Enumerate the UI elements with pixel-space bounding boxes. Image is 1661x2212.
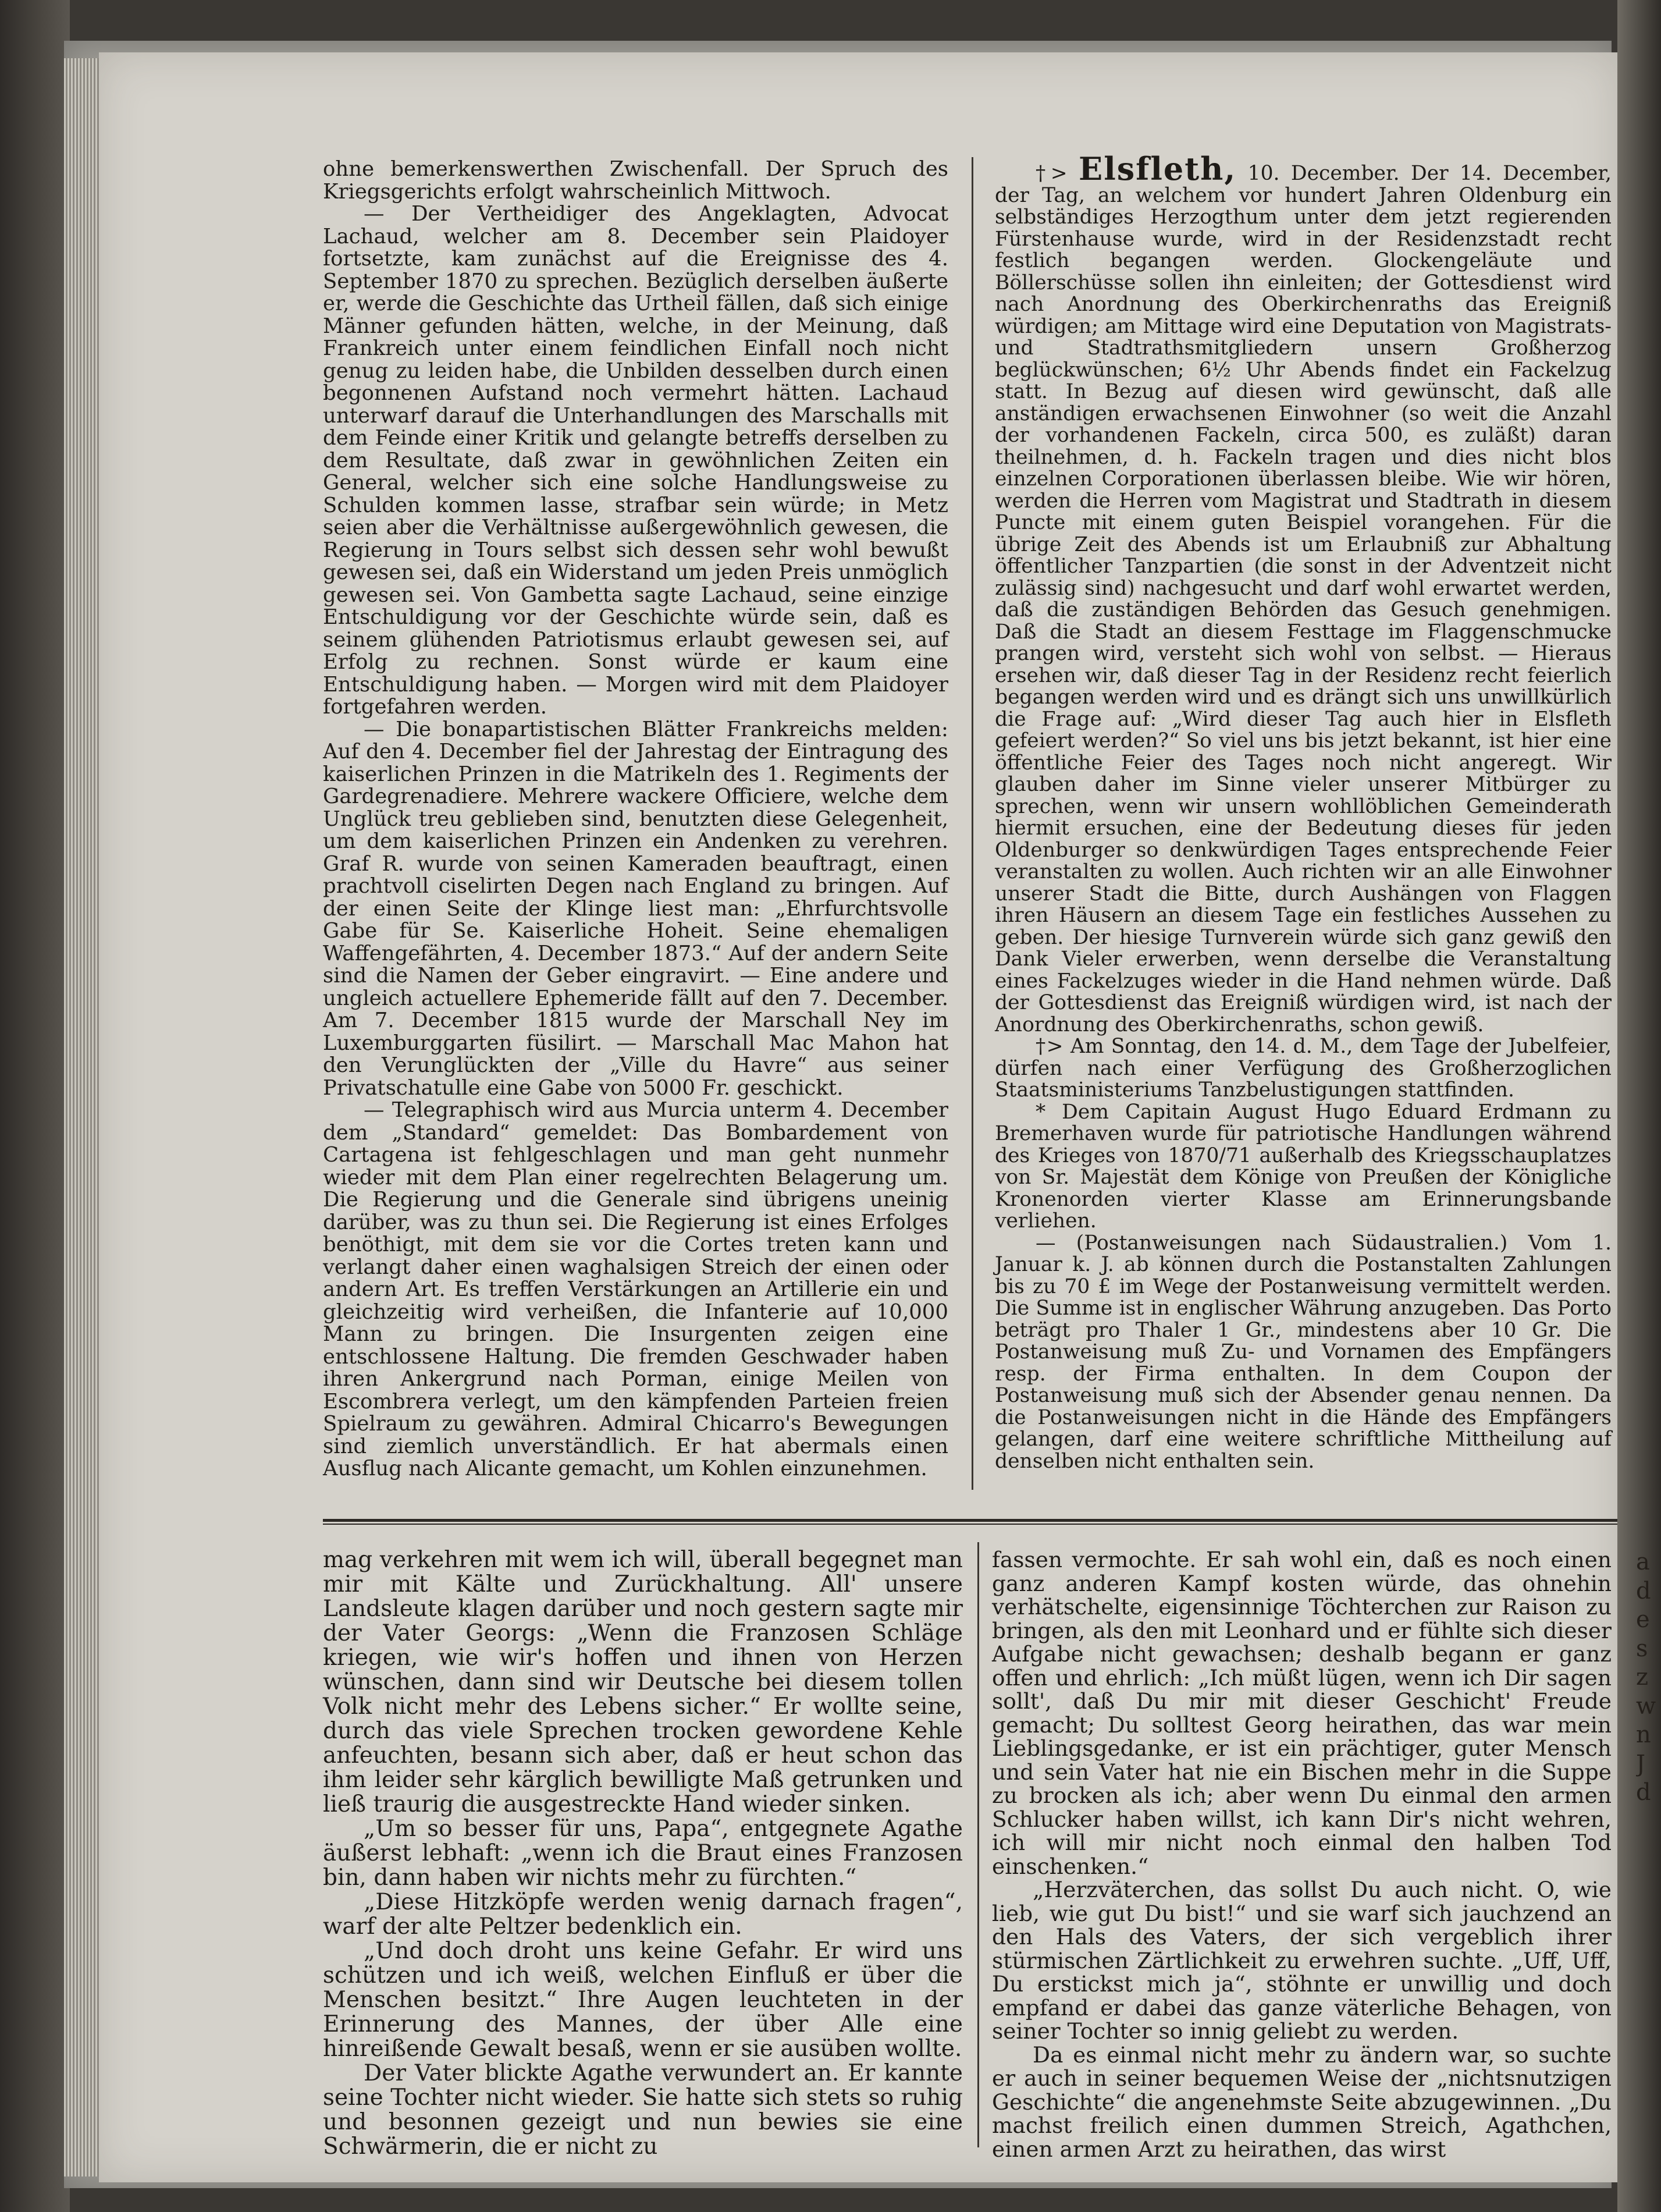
story-paragraph: Da es einmal nicht mehr zu ändern war, so suchte er auch in seiner bequemen Weise der „nichtsnutzigen Geschichte“ die angenehmste Seite abzugewinnen. „Du machst freilich einen dummen Streich, Agathchen, einen armen Arzt zu heirathen, das wirst: [992, 2041, 1612, 2162]
left-news-column: [323, 158, 948, 1480]
news-paragraph: * Dem Capitain August Hugo Eduard Erdmann zu Bremerhaven wurde für patriotische Handlungen während des Krieges von 1870/71 außerhalb des Kriegsschauplatzes von Sr. Majestät dem Könige von Preußen der Königliche Kronenorden vierter Klasse am Erinnerungsbande verliehen.: [995, 1100, 1612, 1233]
book-gutter: [1617, 0, 1661, 2212]
story-paragraph: „Herzväterchen, das sollst Du auch nicht. O, wie lieb, wie gut Du bist!“ und sie warf sich jauchzend an den Hals des Vaters, der sich vergeblich ihrer stürmischen Zärtlichkeit zu erwehren suchte. „Uff, Uff, Du erstickst mich ja“, stöhnte er unwillig und doch empfand er dabei das ganze väterliche Behagen, von seiner Tochter so innig geliebt zu werden.: [992, 1877, 1612, 2044]
column-divider-bottom: [977, 1542, 979, 2147]
elsfleth-report: [995, 150, 1612, 1036]
page-stack-edges: [64, 58, 99, 2177]
news-paragraph: — Die bonapartistischen Blätter Frankreichs melden: Auf den 4. December fiel der Jahrestag der Eintragung des kaiserlichen Prinzen in die Matrikeln des 1. Regiments der Gardegrenadiere. Mehrere wackere Officiere, welche dem Unglück treu geblieben sind, benutzten diese Gelegenheit, um dem kaiserlichen Prinzen ein Andenken zu verehren. Graf R. wurde von seinen Kameraden beauftragt, einen prachtvoll ciselirten Degen nach England zu bringen. Auf der einen Seite der Klinge liest man: „Ehrfurchtsvolle Gabe für Se. Kaiserliche Hoheit. Seine ehemaligen Waffengefährten, 4. December 1873.“ Auf der andern Seite sind die Namen der Geber eingravirt. — Eine andere und ungleich actuellere Ephemeride fällt auf den 7. December. Am 7. December 1815 wurde der Marschall Ney im Luxemburggarten füsilirt. — Marschall Mac Mahon hat den Verunglückten der „Ville du Havre“ aus seiner Privatschatulle eine Gabe von 5000 Fr. geschickt.: [323, 717, 948, 1100]
feuilleton-right-column: [992, 1548, 1612, 2161]
news-paragraph: — Telegraphisch wird aus Murcia unterm 4. December dem „Standard“ gemeldet: Das Bombardement von Cartagena ist fehlgeschlagen und man geht nunmehr wieder mit dem Plan einer regelrechten Belagerung um. Die Regierung und die Generale sind übrigens uneinig darüber, was zu thun sei. Die Regierung ist eines Erfolges benöthigt, mit dem sie vor die Cortes treten kann und verlangt daher einen waghalsigen Streich der einen oder andern Art. Es treffen Verstärkungen an Artillerie ein und gleichzeitig wird verheißen, die Infanterie auf 10,000 Mann zu bringen. Die Insurgenten zeigen eine entschlossene Haltung. Die fremden Geschwader haben ihren Ankergrund nach Porman, einige Meilen von Escombrera verlegt, um den kämpfenden Parteien freien Spielraum zu gewähren. Admiral Chicarro's Bewegungen sind ziemlich unverständlich. Er hat abermals einen Ausflug nach Alicante gemacht, um Kohlen einzunehmen.: [323, 1098, 948, 1480]
story-paragraph: „Diese Hitzköpfe werden wenig darnach fragen“, warf der alte Peltzer bedenklich ein.: [323, 1889, 963, 1940]
book-binding-edge: [0, 0, 70, 2212]
right-news-column: [995, 150, 1612, 1473]
news-paragraph: — Der Vertheidiger des Angeklagten, Advocat Lachaud, welcher am 8. December sein Plaidoyer fortsetzte, kam zunächst auf die Ereignisse des 4. September 1870 zu sprechen. Bezüglich derselben äußerte er, werde die Geschichte das Urtheil fällen, daß sich einige Männer gefunden hätten, welche, in der Meinung, daß Frankreich unter einem feindlichen Einfall noch nicht genug zu leiden habe, die Unbilden desselben durch einen begonnenen Aufstand noch vermehrt hätten. Lachaud unterwarf darauf die Unterhandlungen des Marschalls mit dem Feinde einer Kritik und gelangte betreffs derselben zu dem Resultate, daß zwar in gewöhnlichen Zeiten ein General, welcher sich eine solche Handlungsweise zu Schulden kommen lasse, strafbar sein würde; in Metz seien aber die Verhältnisse außergewöhnlich gewesen, die Regierung in Tours selbst sich dessen sehr wohl bewußt gewesen sei, daß ein Widerstand um jeden Preis unmöglich gewesen sei. Von Gambetta sagte Lachaud, seine einzige Entschuldigung vor der Geschichte würde sein, daß es seinem glühenden Patriotismus erlaubt gewesen sei, auf Erfolg zu rechnen. Sonst würde er kaum eine Entschuldigung haben. — Morgen wird mit dem Plaidoyer fortgefahren werden.: [323, 202, 948, 719]
dateline-place: Elsfleth,: [1079, 150, 1237, 187]
story-paragraph: „Und doch droht uns keine Gefahr. Er wird uns schützen und ich weiß, welchen Einfluß er über die Menschen besitzt.“ Ihre Augen leuchteten in der Erinnerung des Mannes, der über Alle eine hinreißende Gewalt besaß, wenn er sie ausüben wollte.: [323, 1938, 963, 2062]
story-paragraph: Der Vater blickte Agathe verwundert an. Er kannte seine Tochter nicht wieder. Sie hatte sich stets so ruhig und besonnen gezeigt und nun bewies sie eine Schwärmerin, die er nicht zu: [323, 2060, 963, 2160]
dateline-marker: †>: [1036, 162, 1068, 185]
next-page-edge-letters: a d e s z w n J d: [1636, 1549, 1656, 1806]
report-body: Der 14. December, der Tag, an welchem vor hundert Jahren Oldenburg ein selbständiges Herzogthum unter dem jetzt regierenden Fürstenhause wurde, wird in der Residenzstadt recht festlich begangen werden. Glockengeläute und Böllerschüsse sollen ihn einleiten; der Gottesdienst wird nach Anordnung des Oberkirchenraths das Ereigniß würdigen; am Mittage wird eine Deputation von Magistrats- und Stadtrathsmitgliedern unsern Großherzog beglückwünschen; 6½ Uhr Abends findet ein Fackelzug statt. In Bezug auf diesen wird gewünscht, daß alle anständigen erwachsenen Einwohner (so weit die Anzahl der vorhandenen Fackeln, circa 500, es zuläßt) daran theilnehmen, d. h. Fackeln tragen und dies nicht blos einzelnen Corporationen überlassen bleibe. Wie wir hören, werden die Herren vom Magistrat und Stadtrath in diesem Puncte mit einem guten Beispiel vorangehen. Für die übrige Zeit des Abends ist um Erlaubniß zur Abhaltung öffentlicher Tanzpartien (die sonst in der Adventzeit nicht zulässig sind) nachgesucht und darf wohl erwartet werden, daß die zuständigen Behörden das Gesuch genehmigen. Daß die Stadt an diesem Festtage im Flaggenschmucke prangen wird, versteht sich wohl von selbst. — Hieraus ersehen wir, daß dieser Tag in der Residenz recht feierlich begangen werden wird und es drängt sich uns unwillkürlich die Frage auf: „Wird dieser Tag auch hier in Elsfleth gefeiert werden?“ So viel uns bis jetzt bekannt, ist hier eine öffentliche Feier des Tages noch nicht angeregt. Wir glauben daher im Sinne vieler unserer Mitbürger zu sprechen, wenn wir unsern wohllöblichen Gemeinderath hiermit ersuchen, eine der Bedeutung dieses für jeden Oldenburger so denkwürdigen Tages entsprechende Feier veranstalten zu wollen. Auch richten wir an alle Einwohner unserer Stadt die Bitte, durch Aushängen von Flaggen ihren Häusern an diesem Tage ein festliches Aussehen zu geben. Der hiesige Turnverein würde sich ganz gewiß den Dank Vieler erwerben, wenn derselbe die Veranstaltung eines Fackelzuges wieder in die Hand nehmen würde. Daß der Gottesdienst das Ereigniß würdigen wird, ist nach der Anordnung des Oberkirchenraths, schon gewiß.: [995, 162, 1612, 1036]
story-paragraph: fassen vermochte. Er sah wohl ein, daß es noch einen ganz anderen Kampf kosten würde, das ohnehin verhätschelte, eigensinnige Töchterchen zur Raison zu bringen, als den mit Leonhard und er fühlte sich dieser Aufgabe nicht gewachsen; deshalb begann er ganz offen und ehrlich: „Ich müßt lügen, wenn ich Dir sagen sollt', daß Du mir mit dieser Geschicht' Freude gemacht; Du solltest Georg heirathen, das war mein Lieblingsgedanke, er ist ein prächtiger, guter Mensch und sein Vater hat nie ein Bischen mehr in die Suppe zu brocken als ich; aber wenn Du einmal den armen Schlucker haben willst, ich kann Dir's nicht wehren, ich will mir nicht noch einmal den halben Tod einschenken.“: [992, 1547, 1612, 1879]
news-paragraph: ohne bemerkenswerthen Zwischenfall. Der Spruch des Kriegsgerichts erfolgt wahrscheinlich Mittwoch.: [323, 157, 948, 204]
news-paragraph: — (Postanweisungen nach Südaustralien.) Vom 1. Januar k. J. ab können durch die Postanstalten Zahlungen bis zu 70 £ im Wege der Postanweisung vermittelt werden. Die Summe ist in englischer Währung anzugeben. Das Porto beträgt pro Thaler 1 Gr., mindestens aber 10 Gr. Die Postanweisung muß Zu- und Vornamen des Empfängers resp. der Firma enthalten. In dem Coupon der Postanweisung muß sich der Absender genau nennen. Da die Postanweisungen nicht in die Hände des Empfängers gelangen, darf eine weitere schriftliche Mittheilung auf denselben nicht enthalten sein.: [995, 1231, 1612, 1473]
dateline-date: 10. December.: [1247, 162, 1400, 185]
feuilleton-separator-rule: [323, 1519, 1617, 1525]
story-paragraph: mag verkehren mit wem ich will, überall begegnet man mir mit Kälte und Zurückhaltung. All' unsere Landsleute klagen darüber und noch gestern sagte mir der Vater Georgs: „Wenn die Franzosen Schläge kriegen, wie wir's hoffen und ihnen von Herzen wünschen, dann sind wir Deutsche bei diesem tollen Volk nicht mehr des Lebens sicher.“ Er wollte seine, durch das viele Sprechen trocken gewordene Kehle anfeuchten, besann sich aber, daß er heut schon das ihm leider sehr kärglich bewilligte Maß getrunken und ließ traurig die ausgestreckte Hand wieder sinken.: [323, 1547, 963, 1817]
news-paragraph: †> Am Sonntag, den 14. d. M., dem Tage der Jubelfeier, dürfen nach einer Verfügung des Großherzoglichen Staatsministeriums Tanzbelustigungen stattfinden.: [995, 1035, 1612, 1102]
column-divider-top: [972, 157, 973, 1490]
feuilleton-left-column: [323, 1548, 963, 2159]
story-paragraph: „Um so besser für uns, Papa“, entgegnete Agathe äußerst lebhaft: „wenn ich die Braut eines Franzosen bin, dann haben wir nichts mehr zu fürchten.“: [323, 1816, 963, 1891]
